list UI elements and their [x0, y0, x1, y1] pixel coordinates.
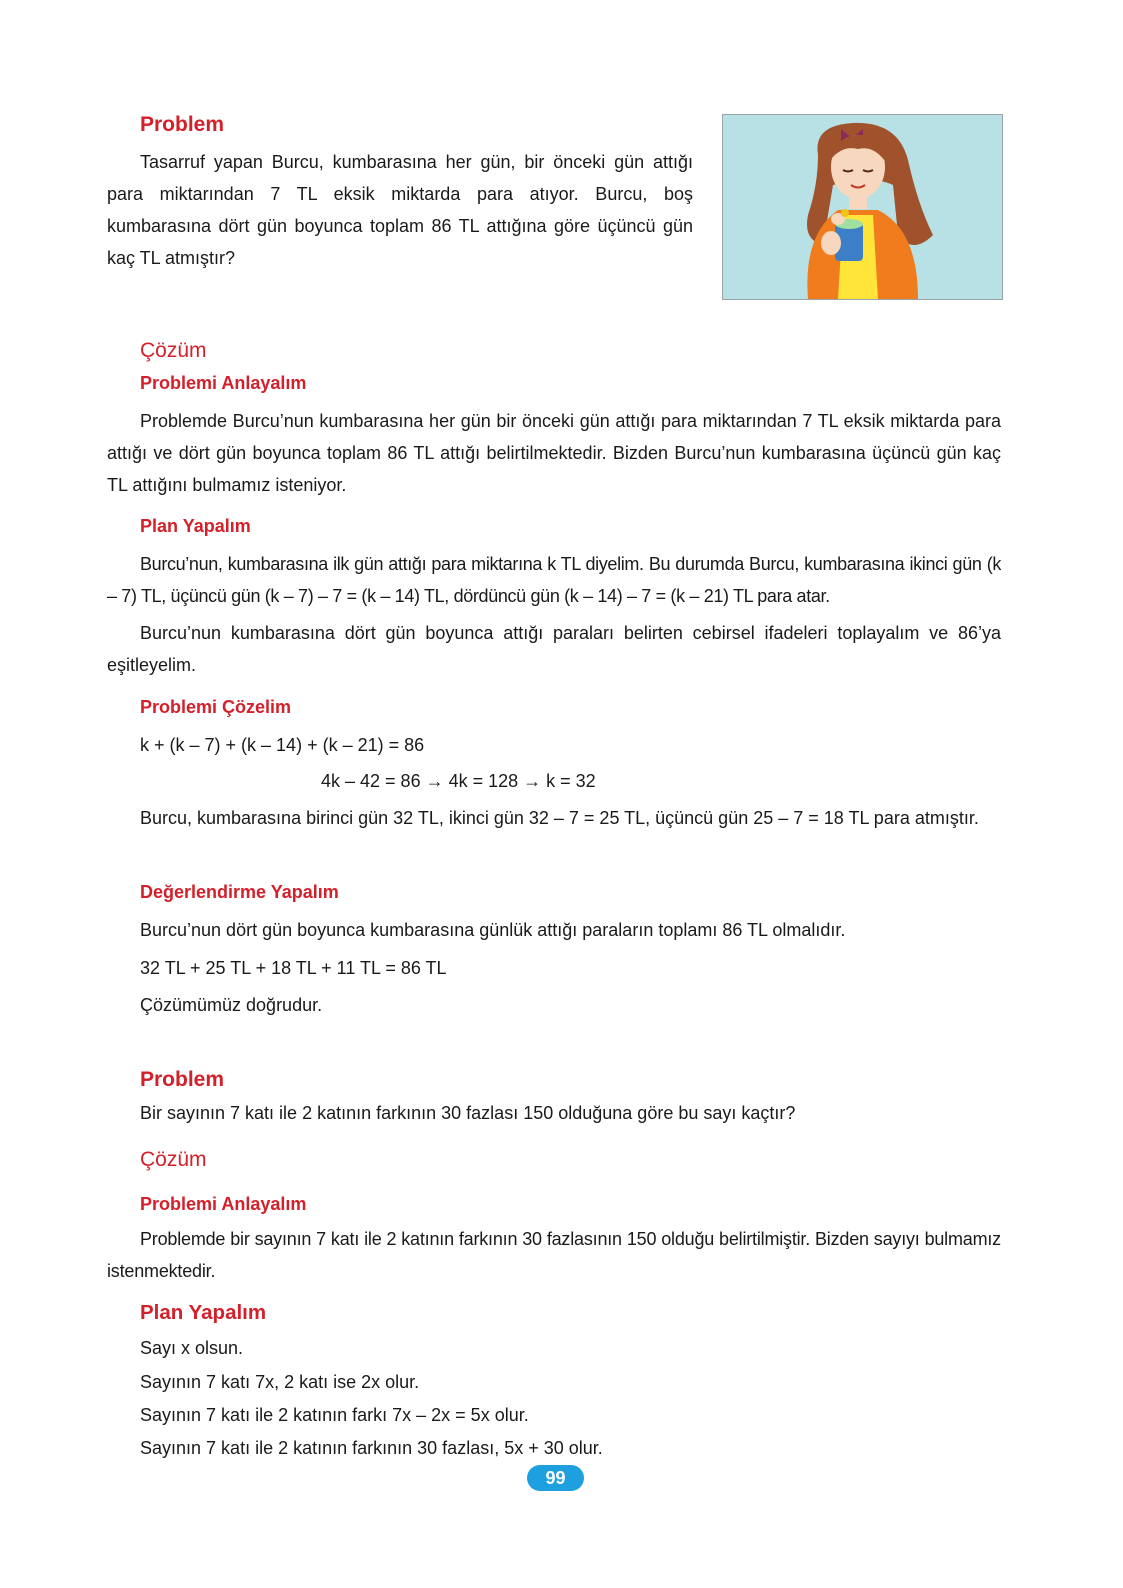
girl-with-coin-bank-illustration	[722, 114, 1003, 300]
evaluate-heading: Değerlendirme Yapalım	[140, 882, 339, 902]
problem-1-text: Tasarruf yapan Burcu, kumbarasına her gün, bir önceki gün attığı para miktarından 7 TL eksik miktarda para atıyor. Burcu, boş kumbarasına dört gün boyunca toplam 86 TL attığına göre üçüncü gün kaç TL atmıştır?	[107, 152, 693, 268]
plan-heading-2: Plan Yapalım	[140, 1301, 267, 1324]
plan-text-1: Burcu’nun, kumbarasına ilk gün attığı para miktarına k TL diyelim. Bu durumda Burcu, kumbarasına ikinci gün (k – 7) TL, üçüncü gün (k – 7) – 7 = (k – 14) TL, dördüncü gün (k – 14) – 7 = (k – 21) TL para atar.	[107, 554, 1001, 606]
problem-2-heading: Problem	[140, 1068, 225, 1091]
understand-heading-1: Problemi Anlayalım	[140, 373, 307, 393]
understand-heading-2: Problemi Anlayalım	[140, 1194, 307, 1214]
understand-text-1: Problemde Burcu’nun kumbarasına her gün bir önceki gün attığı para miktarından 7 TL eksik miktarda para attığı ve dört gün boyunca toplam 86 TL attığı belirtilmektedir. Bizden Burcu’nun kumbarasına üçüncü gün kaç TL attığını bulmamız isteniyor.	[107, 411, 1001, 495]
girl-illustration-svg	[723, 115, 1002, 299]
solution-1-heading: Çözüm	[140, 339, 207, 362]
plan-text-2: Burcu’nun kumbarasına dört gün boyunca attığı paraları belirten cebirsel ifadeleri toplayalım ve 86’ya eşitleyelim.	[107, 623, 1001, 675]
equation-1: k + (k – 7) + (k – 14) + (k – 21) = 86	[140, 735, 425, 755]
plan-line-2: Sayının 7 katı 7x, 2 katı ise 2x olur.	[140, 1372, 420, 1392]
page-number-badge: 99	[527, 1465, 584, 1491]
understand-text-2: Problemde bir sayının 7 katı ile 2 katının farkının 30 fazlasının 150 olduğu belirtilmiştir. Bizden sayıyı bulmamız istenmektedir.	[107, 1229, 1001, 1281]
plan-line-3: Sayının 7 katı ile 2 katının farkı 7x – 2x = 5x olur.	[140, 1405, 529, 1425]
solve-text-1: Burcu, kumbarasına birinci gün 32 TL, ikinci gün 32 – 7 = 25 TL, üçüncü gün 25 – 7 = 18 TL para atmıştır.	[140, 808, 979, 828]
plan-line-1: Sayı x olsun.	[140, 1338, 244, 1358]
evaluate-equation: 32 TL + 25 TL + 18 TL + 11 TL = 86 TL	[140, 958, 447, 978]
evaluate-conclusion: Çözümümüz doğrudur.	[140, 995, 323, 1015]
solve-heading-1: Problemi Çözelim	[140, 697, 292, 717]
plan-heading-1: Plan Yapalım	[140, 516, 251, 536]
plan-line-4: Sayının 7 katı ile 2 katının farkının 30 fazlası, 5x + 30 olur.	[140, 1438, 603, 1458]
problem-2-text: Bir sayının 7 katı ile 2 katının farkının 30 fazlası 150 olduğuna göre bu sayı kaçtır?	[140, 1103, 796, 1123]
equation-2: 4k – 42 = 86 → 4k = 128 → k = 32	[321, 771, 596, 791]
evaluate-text: Burcu’nun dört gün boyunca kumbarasına günlük attığı paraların toplamı 86 TL olmalıdır.	[140, 920, 846, 940]
solution-2-heading: Çözüm	[140, 1148, 207, 1171]
problem-1-heading: Problem	[140, 113, 225, 136]
